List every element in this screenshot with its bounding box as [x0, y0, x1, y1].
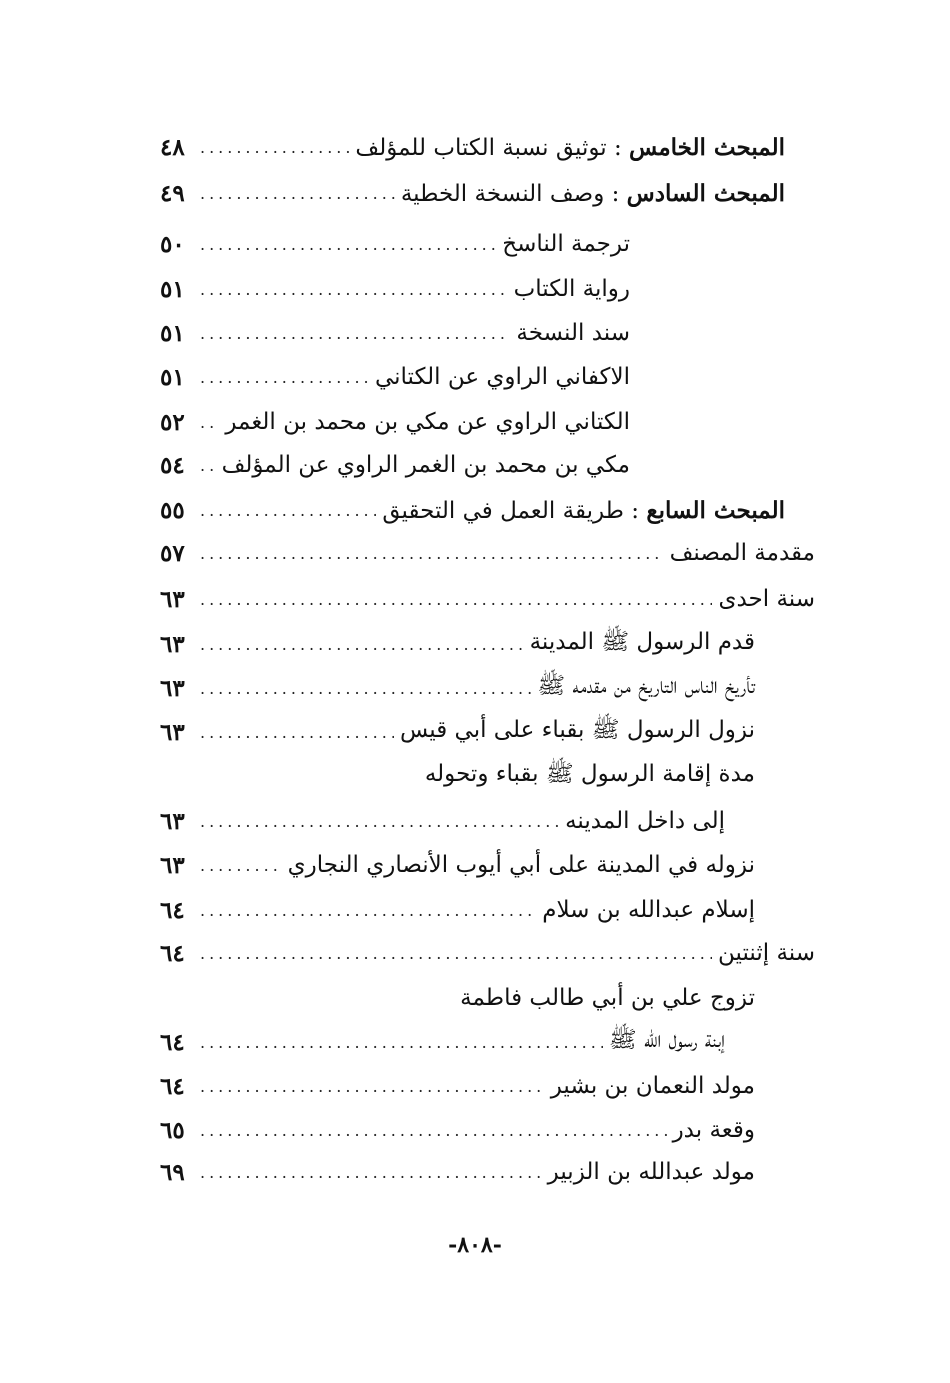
toc-entry: [160, 1022, 725, 1062]
toc-entry-title: [718, 586, 815, 612]
toc-page-number: ٦٩: [160, 1158, 185, 1186]
toc-entry-text: ترجمة الناسخ: [502, 231, 630, 257]
toc-entry-text: إلى داخل المدينه: [565, 808, 725, 834]
dot-leader: [200, 184, 395, 203]
toc-entry: [160, 445, 630, 485]
toc-entry: [160, 1110, 755, 1150]
toc-entry: [160, 1152, 755, 1192]
toc-section-label: المبحث السادس: [626, 179, 785, 207]
toc-entry: [160, 890, 755, 930]
toc-page-number: ٤٨: [160, 133, 185, 161]
dot-leader: [200, 590, 712, 609]
page-number: -٨٠٨-: [448, 1232, 502, 1258]
toc-entry: [160, 533, 815, 573]
toc-page-number: ٤٩: [160, 179, 185, 207]
dot-leader: [200, 501, 376, 520]
toc-entry-title: [516, 320, 630, 346]
toc-entry-text: نزول الرسول ﷺ بقباء على أبي قيس: [399, 717, 755, 743]
toc-section-label: المبحث السابع: [646, 496, 785, 524]
toc-entry-title: [609, 1025, 725, 1059]
toc-entry-title: [548, 1159, 755, 1185]
toc-entry-text: رواية الكتاب: [513, 276, 630, 302]
dot-leader: [200, 413, 219, 432]
toc-entry: [160, 801, 725, 841]
toc-entry: [160, 127, 785, 167]
toc-entry-text: سنة احدى: [718, 586, 815, 612]
toc-entry-text: تزوج علي بن أبي طالب فاطمة: [460, 985, 755, 1011]
toc-page-number: ٦٤: [160, 1028, 185, 1056]
dot-leader: [200, 679, 531, 698]
toc-entry-title: [542, 897, 755, 923]
toc-entry-title: [460, 985, 755, 1011]
toc-entry-text: سنة إثنتين: [718, 940, 815, 966]
dot-leader: [200, 544, 664, 563]
toc-entry-text: الاكفاني الراوي عن الكتاني: [374, 364, 630, 390]
toc-section-label: المبحث الخامس: [629, 133, 785, 161]
dot-leader: [200, 280, 508, 299]
dot-leader: [200, 944, 712, 963]
toc-entry-title: [530, 627, 755, 661]
toc-entry-title: [502, 231, 630, 257]
toc-page-number: ٦٣: [160, 851, 185, 879]
toc-entry-text: مدة إقامة الرسول ﷺ بقباء وتحوله: [424, 761, 755, 787]
toc-page-number: ٦٤: [160, 896, 185, 924]
toc-entry: [160, 933, 815, 973]
toc-entry-text: مولد عبدالله بن الزبير: [547, 1159, 755, 1185]
dot-leader: [200, 235, 496, 254]
dot-leader: [200, 324, 510, 343]
toc-entry-text: تأريخ الناس التاريخ من مقدمه ﷺ: [537, 673, 755, 699]
toc-entry: [160, 845, 755, 885]
dot-leader: [200, 456, 216, 475]
toc-entry: [160, 402, 630, 442]
toc-entry-title: [514, 276, 630, 302]
dot-leader: [200, 1077, 545, 1096]
toc-page-number: ٥١: [160, 319, 185, 347]
toc-page-number: ٥١: [160, 275, 185, 303]
toc-entry-text: : توثيق نسبة الكتاب للمؤلف: [355, 134, 622, 161]
toc-entry-title: [382, 497, 785, 524]
toc-page-number: ٦٤: [160, 939, 185, 967]
toc-page-number: ٥٤: [160, 451, 185, 479]
dot-leader: [200, 723, 394, 742]
toc-entry-text: سند النسخة: [516, 320, 630, 346]
dot-leader: [200, 856, 282, 875]
toc-entry: [460, 978, 755, 1018]
toc-page-number: ٦٣: [160, 674, 185, 702]
toc-entry-text: قدم الرسول ﷺ المدينة: [529, 629, 755, 655]
toc-entry: [160, 357, 630, 397]
toc-entry-text: مقدمة المصنف: [669, 540, 815, 566]
toc-entry-title: [537, 671, 755, 705]
toc-entry-text: : طريقة العمل في التحقيق: [382, 497, 640, 524]
toc-page-number: ٦٣: [160, 630, 185, 658]
toc-entry-text: : وصف النسخة الخطية: [400, 180, 620, 207]
toc-entry-title: [355, 134, 785, 161]
toc-entry-title: [400, 715, 755, 749]
toc-entry: [160, 173, 785, 213]
toc-entry-title: [425, 759, 755, 793]
toc-page-number: ٥٠: [160, 230, 185, 258]
dot-leader: [200, 368, 369, 387]
toc-entry-text: الكتاني الراوي عن مكي بن محمد بن الغمر: [225, 409, 630, 435]
toc-entry: [160, 668, 755, 708]
toc-entry-title: [673, 1117, 755, 1143]
toc-entry-text: مكي بن محمد بن الغمر الراوي عن المؤلف: [221, 452, 630, 478]
toc-page-number: ٦٣: [160, 718, 185, 746]
toc-entry-title: [375, 364, 630, 390]
toc-entry-text: مولد النعمان بن بشير: [550, 1073, 755, 1099]
toc-entry: [160, 579, 815, 619]
toc-entry-title: [551, 1073, 755, 1099]
toc-entry-title: [670, 540, 815, 566]
toc-entry-title: [401, 180, 785, 207]
toc-entry: [425, 756, 755, 796]
toc-page-number: ٦٥: [160, 1116, 185, 1144]
toc-entry-text: نزوله في المدينة على أبي أيوب الأنصاري النجاري: [287, 852, 755, 878]
toc-page-number: ٥٧: [160, 539, 185, 567]
dot-leader: [200, 1121, 667, 1140]
toc-entry-title: [222, 452, 630, 478]
toc-entry-title: [565, 808, 725, 834]
toc-entry: [160, 712, 755, 752]
dot-leader: [200, 1033, 603, 1052]
dot-leader: [200, 1163, 542, 1182]
toc-entry: [160, 1066, 755, 1106]
toc-page-number: ٥١: [160, 363, 185, 391]
dot-leader: [200, 635, 524, 654]
toc-entry: [160, 624, 755, 664]
toc-entry: [160, 313, 630, 353]
dot-leader: [200, 812, 559, 831]
toc-page-number: ٥٢: [160, 408, 185, 436]
toc-entry-text: إسلام عبدالله بن سلام: [542, 897, 755, 923]
toc-entry-title: [225, 409, 630, 435]
toc-entry-text: وقعة بدر: [672, 1117, 755, 1143]
toc-page-number: ٦٣: [160, 585, 185, 613]
toc-entry: [160, 224, 630, 264]
toc-entry-text: إبنة رسول الله ﷺ: [608, 1027, 725, 1053]
toc-entry: [160, 269, 630, 309]
toc-page-number: ٦٣: [160, 807, 185, 835]
toc-entry-title: [288, 852, 755, 878]
toc-entry-title: [718, 940, 815, 966]
toc-page-number: ٥٥: [160, 496, 185, 524]
dot-leader: [200, 138, 349, 157]
dot-leader: [200, 901, 536, 920]
toc-entry: [160, 490, 785, 530]
toc-page-number: ٦٤: [160, 1072, 185, 1100]
